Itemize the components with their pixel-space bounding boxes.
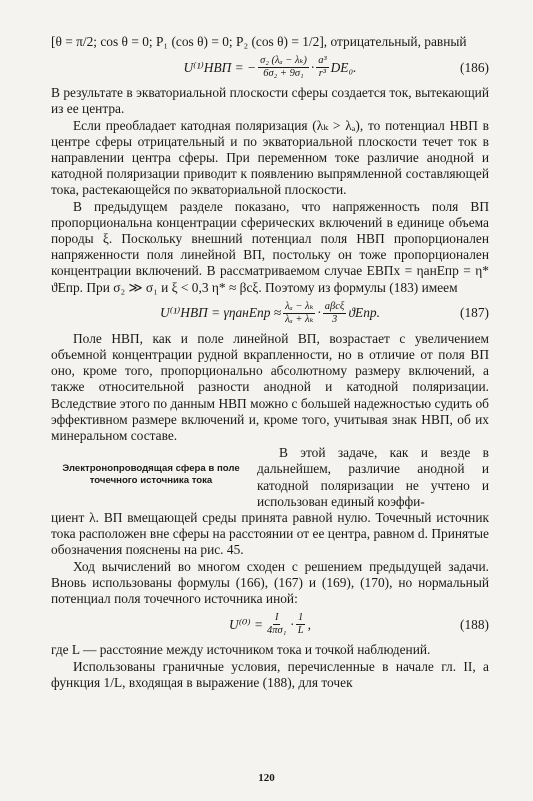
eq186-number: (186) — [459, 59, 489, 75]
sidebar-heading: Электронопроводящая сфера в поле точечного источника тока — [62, 463, 240, 486]
paragraph-boundary: Использованы граничные условия, перечисленные в начале гл. II, а функция 1/L, входящая в выражение (188), для точек — [51, 658, 489, 690]
eq186-fraction-1 — [258, 55, 309, 80]
eq188-number: (188) — [459, 616, 489, 632]
eq188-lhs: U⁽⁰⁾ = — [229, 616, 264, 632]
eq187-dot: · — [317, 305, 321, 321]
eq187-denominator-1: λₐ + λₖ — [285, 313, 314, 325]
eq188-numerator-1: I — [274, 612, 279, 624]
eq186-rest: DE₀. — [330, 59, 357, 75]
eq187-fraction-1 — [283, 301, 315, 326]
paragraph-calculation: Ход вычислений во многом сходен с решением предыдущей задачи. Вновь использованы формулы (166), (167) и (169), (170), но нормальный потенциал поля точечного источника иной: — [51, 558, 489, 607]
eq186-denominator-2: r³ — [318, 68, 327, 80]
eq187-denominator-2: 3 — [331, 313, 338, 325]
eq186-lhs: U⁽¹⁾НВП = − — [183, 59, 257, 75]
equation-186 — [51, 55, 489, 80]
paragraph-conditions: [θ = π/2; cos θ = 0; P₁ (cos θ) = 0; P₂ (cos θ) = 1/2], отрицательный, равный — [51, 34, 467, 49]
eq188-numerator-2: 1 — [298, 612, 304, 624]
eq187-fraction-2 — [323, 301, 347, 326]
eq187-numerator-1: λₐ − λₖ — [285, 300, 314, 312]
paragraph-cathode: Если преобладает катодная поляризация (λₖ > λₐ), то потенциал НВП в центре сферы отрицательный и по экваториальной плоскости течет ток в направлении центра сферы. При переменном токе различие анодной и катодной поляризации приводит к появлению выпрямленной составляющей тока, растекающейся по экваториальной плоскости. — [51, 117, 489, 198]
paragraph-where-L: где L — расстояние между источником тока и точкой наблюдений. — [51, 642, 431, 658]
eq187-numerator-2: aβсξ — [324, 300, 345, 312]
equation-187 — [51, 301, 489, 326]
eq188-rest: , — [307, 616, 311, 632]
paragraph-previous-section: В предыдущем разделе показано, что напряженность поля ВП пропорциональна концентрации сферических включений в единице объема породы ξ. Поскольку внешний потенциал поля НВП пропорционален напряженности поля линейной ВП, постольку он тоже пропорционален концентрации включений. В рассматриваемом случае EВПх = ηанEпр = η* ϑEпр. При σ₂ ≫ σ₁ и ξ < 0,3 η* ≈ βсξ. Поэтому из формулы (183) имеем — [51, 198, 489, 295]
equation-188 — [51, 612, 489, 637]
eq188-denominator-1: 4πσ₁ — [267, 625, 287, 637]
eq186-dot: · — [310, 59, 315, 75]
eq186-numerator-1: σ₂ (λₐ − λₖ) — [260, 55, 307, 67]
eq187-rest: ϑEпр. — [348, 305, 380, 321]
eq186-numerator-2: a³ — [318, 55, 327, 67]
eq187-lhs: U⁽¹⁾НВП = γηанEпр ≈ — [160, 305, 282, 321]
eq188-fraction-1 — [265, 612, 288, 637]
eq187-number: (187) — [459, 305, 489, 321]
paragraph-field-nvp: Поле НВП, как и поле линейной ВП, возрастает с увеличением объемной концентрации рудной вкрапленности, но в отличие от поля ВП оно, кроме того, пропорционально абсолютному размеру включений, а также относительной разности анодной и катодной поляризации. Вследствие этого по данным НВП можно с большей надежностью судить об эффективном размере включений и, кроме того, учитывая знак НВП, об их минеральном составе. — [51, 330, 489, 444]
eq188-dot: · — [290, 616, 294, 632]
sidebar-text: В этой задаче, как и везде в дальнейшем, различие анодной и катодной поляризации не учтено и использован единый коэффи- — [257, 445, 489, 509]
eq188-denominator-2: L — [297, 625, 304, 637]
paragraph-result: В результате в экваториальной плоскости сферы создается ток, вытекающий из ее центра. — [51, 85, 489, 117]
sidebar-section — [51, 445, 489, 510]
eq188-fraction-2 — [296, 612, 306, 637]
paragraph-continuation: циент λ. ВП вмещающей среды принята равной нулю. Точечный источник тока расположен вне сферы на расстоянии от ее центра, равном d. Принятые обозначения пояснены на рис. 45. — [51, 510, 489, 558]
eq186-denominator-1: 6σ₂ + 9σ₁ — [263, 68, 304, 80]
eq186-fraction-2 — [316, 55, 328, 80]
page-number: 120 — [258, 772, 275, 784]
